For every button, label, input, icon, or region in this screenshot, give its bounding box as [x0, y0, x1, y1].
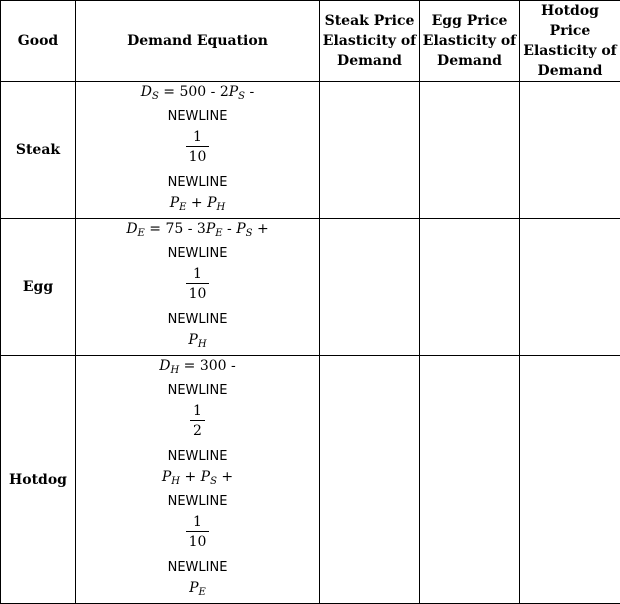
- newline-token: NEWLINE: [168, 310, 228, 330]
- steak-elasticity-cell[interactable]: [320, 82, 420, 219]
- newline-token: NEWLINE: [168, 173, 228, 193]
- hotdog-elasticity-cell[interactable]: [520, 82, 620, 219]
- header-hotdog-elasticity: Hotdog Price Elasticity of Demand: [520, 1, 620, 82]
- demand-equation-cell: [76, 219, 320, 356]
- hotdog-elasticity-cell[interactable]: [520, 219, 620, 356]
- equation-line: $P_H$: [188, 330, 206, 355]
- newline-token: NEWLINE: [168, 244, 228, 264]
- egg-elasticity-cell[interactable]: [420, 219, 520, 356]
- header-demand-equation: Demand Equation: [76, 1, 320, 82]
- fraction: $\frac{1}{10}$: [186, 128, 210, 167]
- equation-line: $P_E + P_H$: [170, 193, 226, 218]
- good-cell: Hotdog: [1, 356, 76, 604]
- equation-line: $D_H = 300$ -: [159, 356, 236, 381]
- equation-line: $D_E = 75 - 3P_E - P_S$ +: [126, 219, 268, 244]
- newline-token: NEWLINE: [168, 107, 228, 127]
- newline-token: NEWLINE: [168, 492, 228, 512]
- fraction: $\frac{1}{2}$: [190, 402, 205, 441]
- header-steak-elasticity: Steak Price Elasticity of Demand: [320, 1, 420, 82]
- equation-line: $P_H + P_S$ +: [162, 467, 233, 492]
- good-cell: Egg: [1, 219, 76, 356]
- good-cell: Steak: [1, 82, 76, 219]
- newline-token: NEWLINE: [168, 558, 228, 578]
- equation-line: $D_S = 500 - 2P_S$ -: [141, 82, 254, 107]
- equation-line: $P_E$: [189, 578, 206, 603]
- newline-token: NEWLINE: [168, 447, 228, 467]
- table-row-steak: [1, 82, 620, 219]
- demand-equation-cell: [76, 356, 320, 604]
- header-egg-elasticity: Egg Price Elasticity of Demand: [420, 1, 520, 82]
- demand-equation-cell: [76, 82, 320, 219]
- header-row: [1, 1, 620, 82]
- hotdog-elasticity-cell[interactable]: [520, 356, 620, 604]
- egg-elasticity-cell[interactable]: [420, 82, 520, 219]
- egg-elasticity-cell[interactable]: [420, 356, 520, 604]
- table-row-hotdog: [1, 356, 620, 604]
- fraction: $\frac{1}{10}$: [186, 265, 210, 304]
- fraction: $\frac{1}{10}$: [186, 513, 210, 552]
- header-good: Good: [1, 1, 76, 82]
- steak-elasticity-cell[interactable]: [320, 219, 420, 356]
- steak-elasticity-cell[interactable]: [320, 356, 420, 604]
- table-row-egg: [1, 219, 620, 356]
- newline-token: NEWLINE: [168, 381, 228, 401]
